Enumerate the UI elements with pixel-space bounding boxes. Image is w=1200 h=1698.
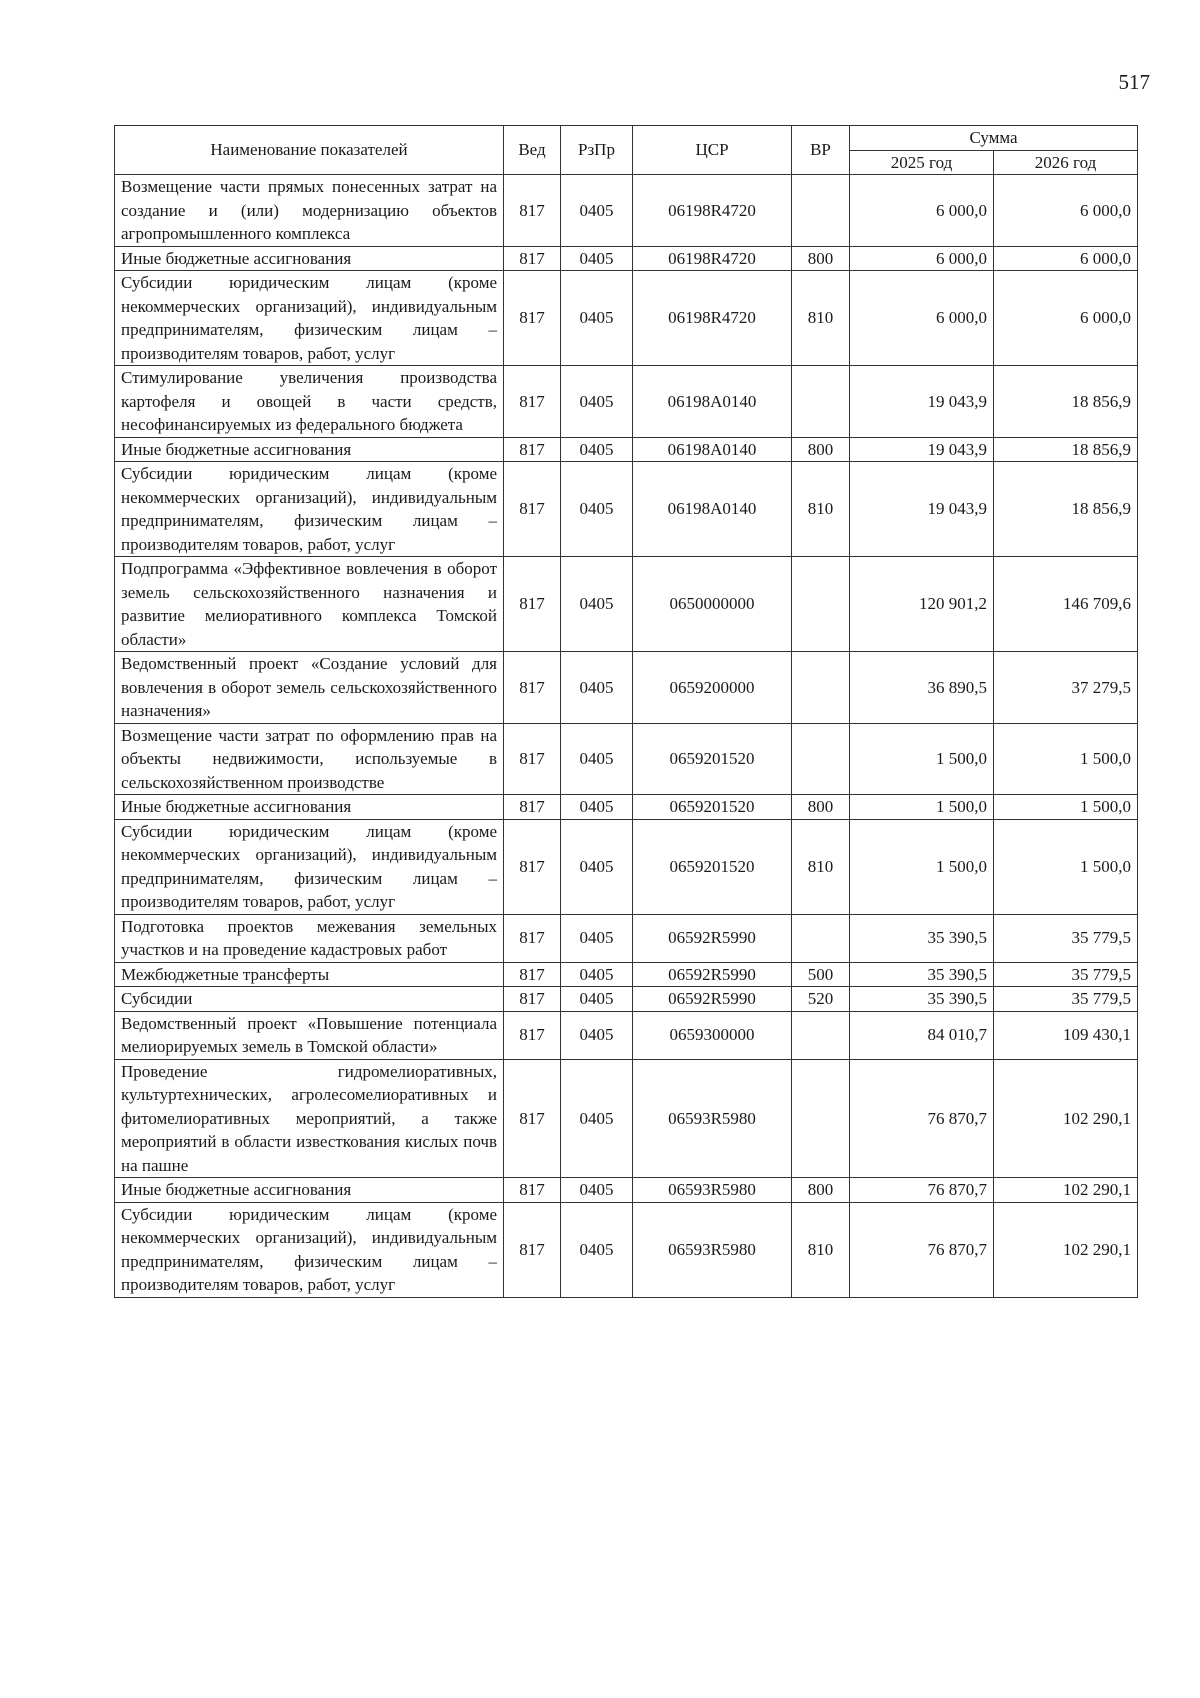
cell-rzpr: 0405 [561, 819, 633, 914]
cell-sum-2026: 1 500,0 [994, 819, 1138, 914]
cell-vr [792, 1059, 850, 1178]
cell-ved: 817 [504, 271, 561, 366]
cell-rzpr: 0405 [561, 1178, 633, 1203]
cell-ved: 817 [504, 819, 561, 914]
cell-sum-2025: 36 890,5 [850, 652, 994, 724]
cell-name: Межбюджетные трансферты [115, 962, 504, 987]
table-row [115, 652, 1138, 724]
table-row [115, 366, 1138, 438]
header-rzpr: РзПр [561, 126, 633, 175]
cell-sum-2025: 76 870,7 [850, 1202, 994, 1297]
cell-rzpr: 0405 [561, 246, 633, 271]
cell-sum-2026: 18 856,9 [994, 366, 1138, 438]
cell-sum-2025: 35 390,5 [850, 962, 994, 987]
header-ved: Вед [504, 126, 561, 175]
cell-vr [792, 366, 850, 438]
cell-ved: 817 [504, 366, 561, 438]
cell-sum-2026: 102 290,1 [994, 1178, 1138, 1203]
cell-csr: 06592R5990 [633, 914, 792, 962]
cell-sum-2026: 18 856,9 [994, 437, 1138, 462]
cell-ved: 817 [504, 437, 561, 462]
cell-sum-2026: 1 500,0 [994, 723, 1138, 795]
table-row [115, 437, 1138, 462]
header-vr: ВР [792, 126, 850, 175]
cell-rzpr: 0405 [561, 1202, 633, 1297]
header-year-2025: 2025 год [850, 150, 994, 175]
cell-csr: 0659300000 [633, 1011, 792, 1059]
cell-sum-2025: 19 043,9 [850, 437, 994, 462]
cell-csr: 0659201520 [633, 723, 792, 795]
cell-vr: 810 [792, 1202, 850, 1297]
cell-sum-2026: 35 779,5 [994, 962, 1138, 987]
cell-name: Субсидии [115, 987, 504, 1012]
table-row [115, 914, 1138, 962]
table-row [115, 1011, 1138, 1059]
cell-sum-2025: 19 043,9 [850, 366, 994, 438]
cell-csr: 06593R5980 [633, 1178, 792, 1203]
header-name: Наименование показателей [115, 126, 504, 175]
cell-csr: 0659201520 [633, 819, 792, 914]
cell-rzpr: 0405 [561, 987, 633, 1012]
cell-csr: 06592R5990 [633, 987, 792, 1012]
table-row [115, 1059, 1138, 1178]
cell-vr: 810 [792, 819, 850, 914]
cell-csr: 06593R5980 [633, 1202, 792, 1297]
cell-name: Ведомственный проект «Повышение потенциала мелиорируемых земель в Томской области» [115, 1011, 504, 1059]
cell-sum-2025: 1 500,0 [850, 723, 994, 795]
cell-sum-2026: 102 290,1 [994, 1059, 1138, 1178]
cell-sum-2025: 6 000,0 [850, 271, 994, 366]
cell-rzpr: 0405 [561, 723, 633, 795]
cell-csr: 06198R4720 [633, 271, 792, 366]
cell-vr: 500 [792, 962, 850, 987]
table-row [115, 987, 1138, 1012]
header-csr: ЦСР [633, 126, 792, 175]
table-row [115, 819, 1138, 914]
cell-ved: 817 [504, 987, 561, 1012]
cell-rzpr: 0405 [561, 366, 633, 438]
cell-name: Стимулирование увеличения производства картофеля и овощей в части средств, несофинансируемых из федерального бюджета [115, 366, 504, 438]
cell-sum-2025: 76 870,7 [850, 1059, 994, 1178]
cell-csr: 06198A0140 [633, 366, 792, 438]
cell-vr: 800 [792, 1178, 850, 1203]
cell-csr: 06592R5990 [633, 962, 792, 987]
table-row [115, 557, 1138, 652]
table-body [115, 175, 1138, 1298]
header-year-2026: 2026 год [994, 150, 1138, 175]
cell-ved: 817 [504, 1059, 561, 1178]
cell-rzpr: 0405 [561, 557, 633, 652]
cell-ved: 817 [504, 1011, 561, 1059]
cell-csr: 06593R5980 [633, 1059, 792, 1178]
cell-ved: 817 [504, 1178, 561, 1203]
cell-rzpr: 0405 [561, 462, 633, 557]
cell-sum-2025: 1 500,0 [850, 795, 994, 820]
cell-ved: 817 [504, 175, 561, 247]
cell-ved: 817 [504, 462, 561, 557]
cell-name: Возмещение части затрат по оформлению прав на объекты недвижимости, используемые в сельскохозяйственном производстве [115, 723, 504, 795]
cell-vr [792, 652, 850, 724]
cell-rzpr: 0405 [561, 914, 633, 962]
cell-name: Субсидии юридическим лицам (кроме некоммерческих организаций), индивидуальным предпринимателям, физическим лицам – производителям товаров, работ, услуг [115, 819, 504, 914]
cell-csr: 0650000000 [633, 557, 792, 652]
table-row [115, 271, 1138, 366]
cell-sum-2026: 109 430,1 [994, 1011, 1138, 1059]
cell-sum-2026: 35 779,5 [994, 987, 1138, 1012]
cell-sum-2025: 120 901,2 [850, 557, 994, 652]
cell-rzpr: 0405 [561, 962, 633, 987]
cell-ved: 817 [504, 914, 561, 962]
table-row [115, 962, 1138, 987]
cell-sum-2026: 6 000,0 [994, 246, 1138, 271]
cell-csr: 06198A0140 [633, 437, 792, 462]
cell-sum-2026: 146 709,6 [994, 557, 1138, 652]
cell-rzpr: 0405 [561, 271, 633, 366]
cell-vr: 810 [792, 271, 850, 366]
cell-name: Подпрограмма «Эффективное вовлечения в оборот земель сельскохозяйственного назначения и развитие мелиоративного комплекса Томской области» [115, 557, 504, 652]
table-row [115, 175, 1138, 247]
cell-ved: 817 [504, 246, 561, 271]
cell-rzpr: 0405 [561, 795, 633, 820]
cell-vr: 800 [792, 246, 850, 271]
cell-csr: 06198R4720 [633, 175, 792, 247]
header-sum: Сумма [850, 126, 1138, 151]
cell-csr: 06198A0140 [633, 462, 792, 557]
cell-name: Субсидии юридическим лицам (кроме некоммерческих организаций), индивидуальным предпринимателям, физическим лицам – производителям товаров, работ, услуг [115, 1202, 504, 1297]
table-row [115, 723, 1138, 795]
table-header [115, 126, 1138, 175]
cell-vr [792, 914, 850, 962]
table-row [115, 1202, 1138, 1297]
cell-ved: 817 [504, 962, 561, 987]
cell-rzpr: 0405 [561, 437, 633, 462]
cell-sum-2025: 6 000,0 [850, 175, 994, 247]
cell-sum-2025: 6 000,0 [850, 246, 994, 271]
cell-sum-2026: 6 000,0 [994, 271, 1138, 366]
cell-name: Проведение гидромелиоративных, культуртехнических, агролесомелиоративных и фитомелиоративных мероприятий, а также мероприятий в области известкования кислых почв на пашне [115, 1059, 504, 1178]
table-row [115, 1178, 1138, 1203]
cell-vr [792, 175, 850, 247]
budget-table [114, 125, 1138, 1298]
cell-name: Возмещение части прямых понесенных затрат на создание и (или) модернизацию объектов агропромышленного комплекса [115, 175, 504, 247]
cell-name: Иные бюджетные ассигнования [115, 795, 504, 820]
cell-sum-2026: 6 000,0 [994, 175, 1138, 247]
cell-vr [792, 1011, 850, 1059]
table-row [115, 246, 1138, 271]
cell-vr: 810 [792, 462, 850, 557]
cell-rzpr: 0405 [561, 652, 633, 724]
cell-sum-2025: 19 043,9 [850, 462, 994, 557]
cell-sum-2025: 76 870,7 [850, 1178, 994, 1203]
cell-sum-2026: 37 279,5 [994, 652, 1138, 724]
cell-rzpr: 0405 [561, 1011, 633, 1059]
cell-name: Подготовка проектов межевания земельных участков и на проведение кадастровых работ [115, 914, 504, 962]
cell-vr: 800 [792, 795, 850, 820]
cell-name: Иные бюджетные ассигнования [115, 437, 504, 462]
cell-ved: 817 [504, 652, 561, 724]
cell-name: Иные бюджетные ассигнования [115, 246, 504, 271]
cell-vr: 800 [792, 437, 850, 462]
page-number: 517 [1118, 70, 1150, 94]
cell-sum-2025: 1 500,0 [850, 819, 994, 914]
cell-csr: 06198R4720 [633, 246, 792, 271]
cell-sum-2026: 102 290,1 [994, 1202, 1138, 1297]
cell-sum-2025: 35 390,5 [850, 987, 994, 1012]
cell-ved: 817 [504, 795, 561, 820]
cell-name: Субсидии юридическим лицам (кроме некоммерческих организаций), индивидуальным предпринимателям, физическим лицам – производителям товаров, работ, услуг [115, 462, 504, 557]
table-row [115, 462, 1138, 557]
cell-sum-2026: 35 779,5 [994, 914, 1138, 962]
cell-ved: 817 [504, 723, 561, 795]
cell-csr: 0659200000 [633, 652, 792, 724]
cell-name: Ведомственный проект «Создание условий для вовлечения в оборот земель сельскохозяйственного назначения» [115, 652, 504, 724]
cell-sum-2026: 18 856,9 [994, 462, 1138, 557]
cell-vr [792, 723, 850, 795]
cell-ved: 817 [504, 1202, 561, 1297]
cell-sum-2025: 35 390,5 [850, 914, 994, 962]
cell-vr [792, 557, 850, 652]
cell-name: Иные бюджетные ассигнования [115, 1178, 504, 1203]
cell-rzpr: 0405 [561, 1059, 633, 1178]
cell-vr: 520 [792, 987, 850, 1012]
cell-sum-2025: 84 010,7 [850, 1011, 994, 1059]
table-row [115, 795, 1138, 820]
cell-rzpr: 0405 [561, 175, 633, 247]
cell-ved: 817 [504, 557, 561, 652]
cell-csr: 0659201520 [633, 795, 792, 820]
cell-name: Субсидии юридическим лицам (кроме некоммерческих организаций), индивидуальным предпринимателям, физическим лицам – производителям товаров, работ, услуг [115, 271, 504, 366]
cell-sum-2026: 1 500,0 [994, 795, 1138, 820]
